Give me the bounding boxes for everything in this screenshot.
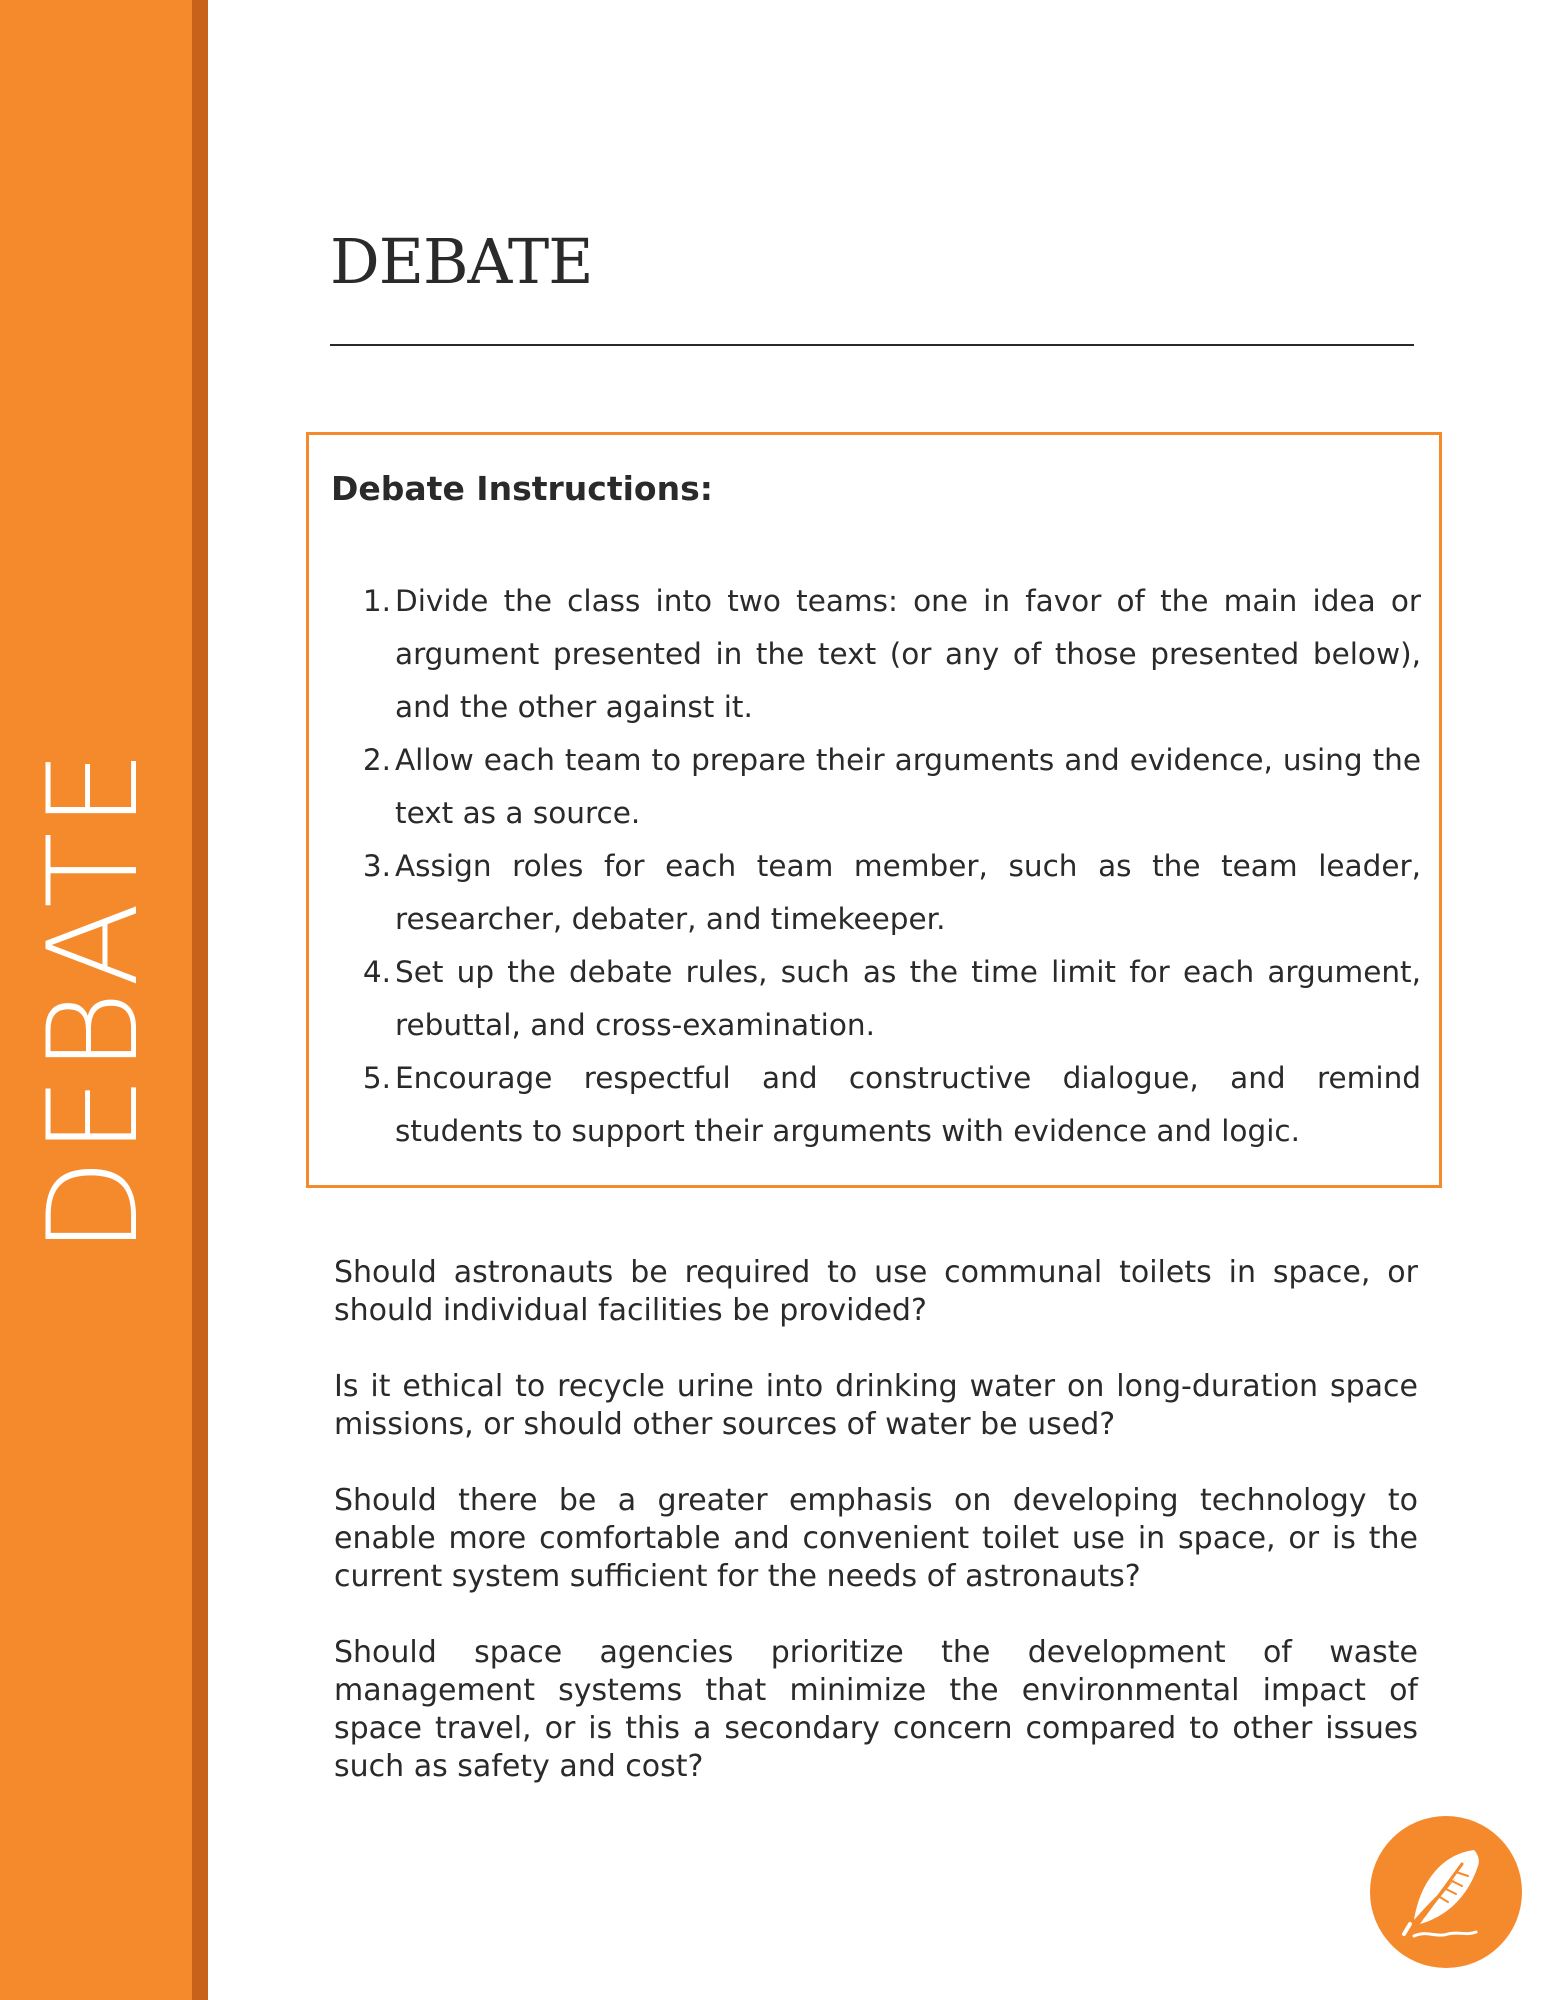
instruction-number: 2. [362,743,391,777]
instruction-text: Allow each team to prepare their arguments and evidence, using the text as a source. [395,743,1421,830]
instruction-number: 1. [362,584,391,618]
vertical-debate-label: DEBATE [22,745,166,1255]
instruction-item [331,1052,1421,1158]
debate-question: Should astronauts be required to use communal toilets in space, or should individual facilities be provided? [334,1255,1418,1328]
instructions-heading: Debate Instructions: [331,469,713,508]
instruction-text: Divide the class into two teams: one in favor of the main idea or argument presented in the text (or any of those presented below), and the other against it. [395,584,1421,724]
debate-questions [334,1254,1418,1824]
debate-question: Should there be a greater emphasis on developing technology to enable more comfortable and convenient toilet use in space, or is the current system sufficient for the needs of astronauts? [334,1483,1418,1594]
instruction-text: Encourage respectful and constructive dialogue, and remind students to support their arguments with evidence and logic. [395,1061,1421,1148]
instructions-box [306,432,1442,1188]
debate-question: Is it ethical to recycle urine into drinking water on long-duration space missions, or should other sources of water be used? [334,1369,1418,1442]
side-stripe [192,0,208,2000]
instruction-text: Assign roles for each team member, such as the team leader, researcher, debater, and timekeeper. [395,849,1421,936]
instruction-number: 3. [362,849,391,883]
logo-badge [1370,1816,1522,1968]
title-divider [330,344,1414,346]
instruction-number: 4. [362,955,391,989]
instruction-item [331,575,1421,734]
instruction-item [331,734,1421,840]
instruction-number: 5. [362,1061,391,1095]
instruction-text: Set up the debate rules, such as the time limit for each argument, rebuttal, and cross-examination. [395,955,1421,1042]
instruction-item [331,840,1421,946]
instruction-item [331,946,1421,1052]
debate-question: Should space agencies prioritize the development of waste management systems that minimize the environmental impact of space travel, or is this a secondary concern compared to other issues such as safety and cost? [334,1635,1418,1784]
instructions-list [331,575,1421,1158]
feather-quill-icon [1370,1816,1522,1968]
page-title: DEBATE [330,225,593,298]
